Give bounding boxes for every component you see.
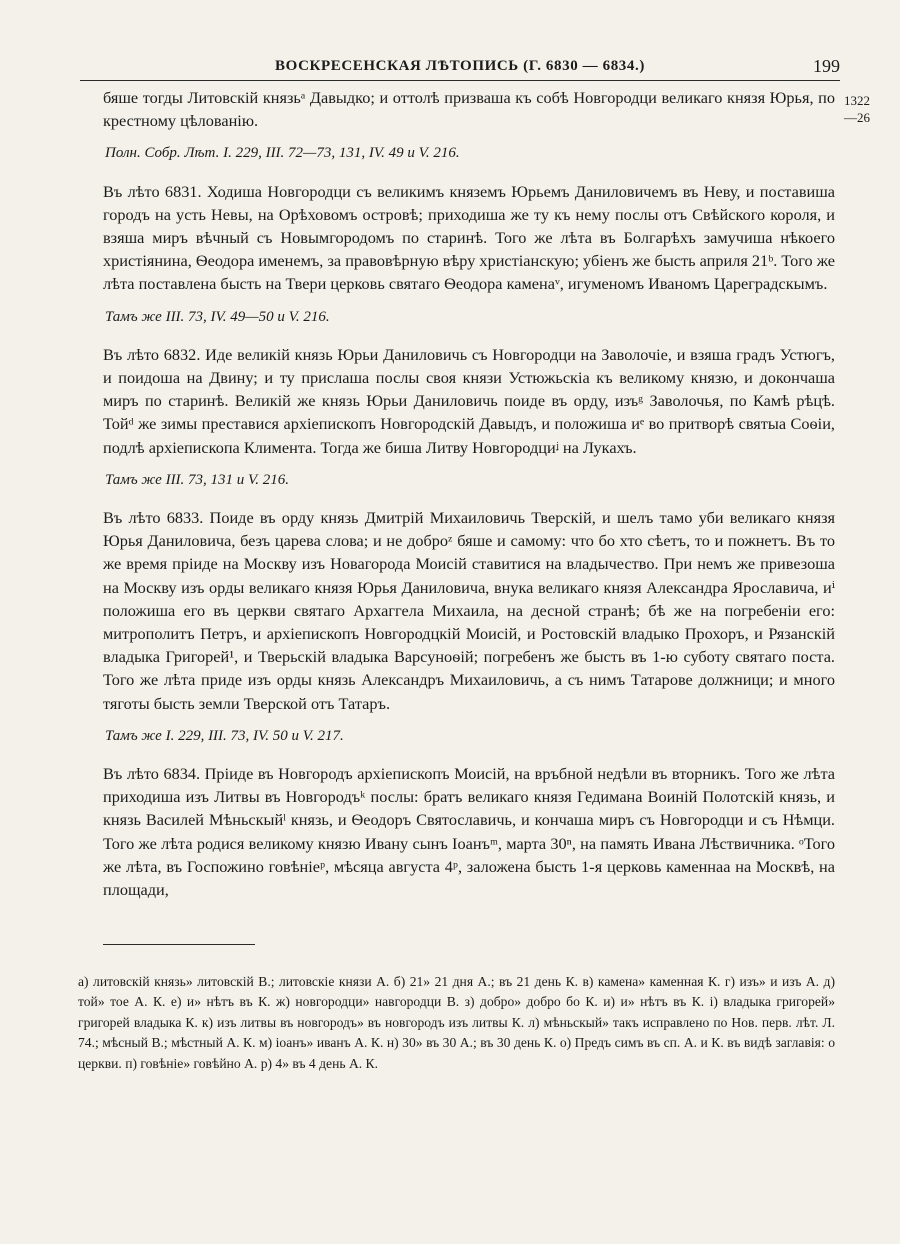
source-reference: Полн. Собр. Лѣт. I. 229, III. 72—73, 131, IV. 49 и V. 216. bbox=[105, 145, 460, 162]
footnotes bbox=[78, 972, 835, 1074]
running-head bbox=[80, 56, 840, 81]
source-reference: Тамъ же I. 229, III. 73, IV. 50 и V. 217. bbox=[105, 727, 344, 744]
entry-6832: Въ лѣто 6832. Иде великiй князь Юрьи Даниловичь съ Новгородци на Заволочiе, и взяша градъ Устюгъ, и поидоша на Двину; и ту прислаша послы своя князи Устюжьскiа къ великому князю, и докончаша миръ по старинѣ. Великiй же князь Юрьи Даниловичь поиде въ орду, изъᵍ Заволочья, по Камѣ рѣцѣ. Тойᵈ же зимы преставися архiепископъ Новгородскiй Давыдъ, и положиша иᵉ во притворѣ святыа Соѳiи, подлѣ архiепископа Климента. Тогда же биша Литву Новгородциᶨ на Лукахъ. bbox=[103, 344, 835, 457]
chronicle-text bbox=[103, 86, 835, 901]
paragraph-continuation: бяше тогды Литовскiй князьᵃ Давыдко; и оттолѣ призваша къ собѣ Новгородци великаго князя Юрья, по крестному цѣлованiю. bbox=[103, 88, 835, 131]
margin-year-end: —26 bbox=[844, 110, 870, 125]
entry-6831: Въ лѣто 6831. Ходиша Новгородци съ великимъ княземъ Юрьемъ Даниловичемъ въ Неву, и поставиша городъ на усть Невы, на Орѣховомъ островѣ; приходиша же ту къ нему послы отъ Свѣйского короля, и взяша миръ вѣчный съ Новымгородомъ по старинѣ. Того же лѣта въ Болгарѣхъ замучиша нѣкоего христiянина, Ѳеодора именемъ, за правовѣрную вѣру христiанскую; убiенъ же бысть априля 21ᵇ. Того же лѣта поставлена бысть на Твери церковь святаго Ѳеодора каменаᵛ, игуменомъ Иваномъ Цареградскымъ. bbox=[103, 181, 835, 294]
page-number: 199 bbox=[813, 56, 840, 76]
entry-6834: Въ лѣто 6834. Прiиде въ Новгородъ архiепископъ Моисiй, на връбной недѣли въ вторникъ. Того же лѣта приходиша изъ Литвы въ Новгородъᵏ послы: братъ великаго князя Гедимана Воинiй Полотскiй князь, и князь Василей Мѣньскыйˡ князь, и Ѳеодоръ Святославичь, и кончаша миръ съ Новгородци и съ Нѣмци. Того же лѣта родися великому князю Ивану сынъ Iоанъᵐ, марта 30ⁿ, на память Ивана Лѣствичника. ᵒТого же лѣта, въ Госпожино говѣнiеᵖ, мѣсяца августа 4ᵖ, заложена бысть 1-я церковь каменнаа на Москвѣ, на площади, bbox=[103, 764, 835, 900]
entry-6833: Въ лѣто 6833. Поиде въ орду князь Дмитрiй Михаиловичь Тверскiй, и шелъ тамо уби великаго князя Юрья Даниловича, безъ царева слова; и не доброᶻ бяше и самому: что бо хто сѣетъ, то и пожнетъ. Въ то же время прiиде на Москву изъ Новагорода Моисiй ставитися на владычество. При немъ же привезоша на Москву изъ орды великаго князя Юрья Даниловича, внука великаго князя Александра Ярославича, иⁱ положиша его въ церкви святаго Архаггела Михаила, на десной странѣ; бѣ же на погребенiи его: митрополитъ Петръ, и архiепископъ Новгородцкiй Моисiй, и Ростовскiй владыко Прохоръ, и Рязанскiй владыка Григорей¹, и Тверьскiй владыка Варсуноѳiй; погребенъ же бысть въ 1-ю суботу святаго поста. Того же лѣта приде изъ орды князь Александръ Михаиловичь, а съ нимъ Татарове должници; и много тяготы бысть земли Тверской отъ Татаръ. bbox=[103, 508, 835, 713]
footnote-divider bbox=[103, 944, 255, 945]
margin-year-range bbox=[840, 92, 870, 126]
source-reference: Тамъ же III. 73, IV. 49—50 и V. 216. bbox=[105, 308, 330, 325]
page-title: ВОСКРЕСЕНСКАЯ ЛѢТОПИСЬ (Г. 6830 — 6834.) bbox=[275, 58, 645, 74]
footnote-text: а) литовскiй князь» литовскiй В.; литовскiе князи А. б) 21» 21 дня А.; въ 21 день К. в) камена» каменная К. г) изъ» и изъ А. д) той» тое А. К. е) и» нѣтъ въ К. ж) новгородци» навгородци В. з) добро» добро бо К. и) и» нѣтъ въ К. i) владыка григорей» григорей владыка К. к) изъ литвы въ новгородъ» въ новгородъ изъ литвы К. л) мѣньскый» такъ исправлено по Нов. перв. лѣт. Л. 74.; мѣсный В.; мѣстный А. К. м) iоанъ» иванъ А. К. н) 30» въ 30 А.; въ 30 день К. о) Предъ симъ въ сп. А. и К. въ видѣ заглавiя: о церкви. п) говѣнiе» говѣйно А. р) 4» въ 4 день А. К. bbox=[78, 974, 835, 1071]
margin-year-start: 1322 bbox=[844, 93, 870, 108]
source-reference: Тамъ же III. 73, 131 и V. 216. bbox=[105, 471, 290, 488]
